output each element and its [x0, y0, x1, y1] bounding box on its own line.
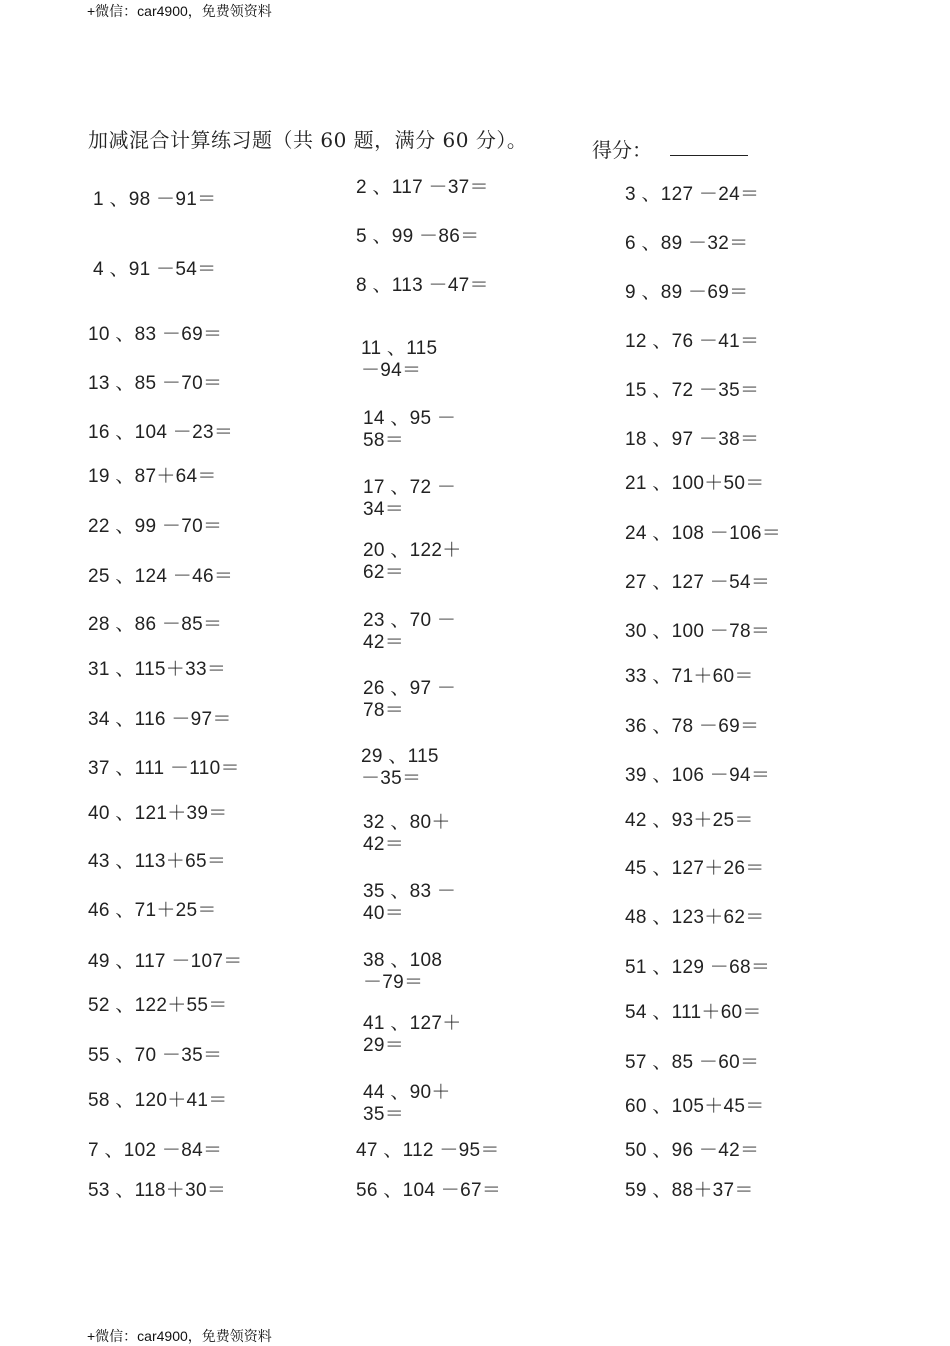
- problem-45: 45 、127＋26＝: [625, 858, 765, 879]
- problem-32: 32 、80＋42＝: [363, 812, 451, 855]
- problem-47: 47 、112 －95＝: [356, 1140, 500, 1161]
- problem-15: 15 、72 －35＝: [625, 380, 760, 401]
- problem-7: 7 、102 －84＝: [88, 1140, 223, 1161]
- problem-27: 27 、127 －54＝: [625, 572, 771, 593]
- problem-40: 40 、121＋39＝: [88, 803, 228, 824]
- problem-57: 57 、85 －60＝: [625, 1052, 760, 1073]
- problem-18: 18 、97 －38＝: [625, 429, 760, 450]
- problem-55: 55 、70 －35＝: [88, 1045, 223, 1066]
- problem-1: 1 、98 －91＝: [93, 189, 217, 210]
- problem-22: 22 、99 －70＝: [88, 516, 223, 537]
- problem-58: 58 、120＋41＝: [88, 1090, 228, 1111]
- problem-44: 44 、90＋35＝: [363, 1082, 451, 1125]
- problem-28: 28 、86 －85＝: [88, 614, 223, 635]
- problem-43: 43 、113＋65＝: [88, 851, 227, 872]
- problem-24: 24 、108 －106＝: [625, 523, 781, 544]
- problem-25: 25 、124 －46＝: [88, 566, 234, 587]
- problem-17: 17 、72 －34＝: [363, 477, 457, 520]
- problem-30: 30 、100 －78＝: [625, 621, 771, 642]
- problem-34: 34 、116 －97＝: [88, 709, 232, 730]
- problem-14: 14 、95 －58＝: [363, 408, 457, 451]
- problem-3: 3 、127 －24＝: [625, 184, 760, 205]
- problem-23: 23 、70 －42＝: [363, 610, 457, 653]
- problem-60: 60 、105＋45＝: [625, 1096, 765, 1117]
- problem-51: 51 、129 －68＝: [625, 957, 771, 978]
- header-watermark: +微信：car4900，免费领资料: [87, 3, 272, 19]
- problem-26: 26 、97 －78＝: [363, 678, 457, 721]
- problem-20: 20 、122＋62＝: [363, 540, 462, 583]
- problem-35: 35 、83 －40＝: [363, 881, 457, 924]
- problem-41: 41 、127＋29＝: [363, 1013, 462, 1056]
- score-label: 得分：: [592, 138, 652, 162]
- problem-5: 5 、99 －86＝: [356, 226, 480, 247]
- problem-9: 9 、89 －69＝: [625, 282, 749, 303]
- problem-13: 13 、85 －70＝: [88, 373, 223, 394]
- problem-49: 49 、117 －107＝: [88, 951, 243, 972]
- problem-31: 31 、115＋33＝: [88, 659, 227, 680]
- problem-29: 29 、115 －35＝: [361, 746, 439, 789]
- problem-6: 6 、89 －32＝: [625, 233, 749, 254]
- problem-53: 53 、118＋30＝: [88, 1180, 227, 1201]
- problem-48: 48 、123＋62＝: [625, 907, 765, 928]
- problem-11: 11 、115 －94＝: [361, 338, 438, 381]
- problem-37: 37 、111 －110＝: [88, 758, 240, 779]
- problem-56: 56 、104 －67＝: [356, 1180, 502, 1201]
- problem-39: 39 、106 －94＝: [625, 765, 771, 786]
- problem-52: 52 、122＋55＝: [88, 995, 228, 1016]
- score-blank-line: [670, 155, 748, 156]
- footer-watermark: +微信：car4900，免费领资料: [87, 1328, 272, 1344]
- problem-46: 46 、71＋25＝: [88, 900, 217, 921]
- problem-50: 50 、96 －42＝: [625, 1140, 760, 1161]
- problem-8: 8 、113 －47＝: [356, 275, 489, 296]
- problem-38: 38 、108 －79＝: [363, 950, 443, 993]
- problem-36: 36 、78 －69＝: [625, 716, 760, 737]
- problem-21: 21 、100＋50＝: [625, 473, 765, 494]
- problem-59: 59 、88＋37＝: [625, 1180, 754, 1201]
- problem-33: 33 、71＋60＝: [625, 666, 754, 687]
- problem-2: 2 、117 －37＝: [356, 177, 489, 198]
- problem-12: 12 、76 －41＝: [625, 331, 760, 352]
- problem-10: 10 、83 －69＝: [88, 324, 223, 345]
- problem-16: 16 、104 －23＝: [88, 422, 234, 443]
- problem-19: 19 、87＋64＝: [88, 466, 217, 487]
- problem-42: 42 、93＋25＝: [625, 810, 754, 831]
- problem-4: 4 、91 －54＝: [93, 259, 217, 280]
- worksheet-title: 加减混合计算练习题（共 60 题，满分 60 分）。: [88, 128, 528, 152]
- problem-54: 54 、111＋60＝: [625, 1002, 762, 1023]
